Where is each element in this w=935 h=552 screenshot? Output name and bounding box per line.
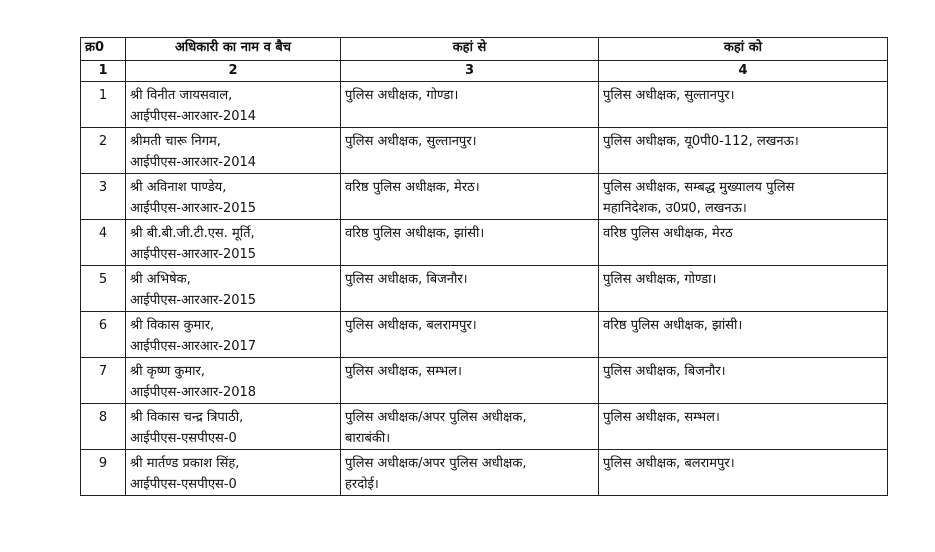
- officer-name-cell: [126, 404, 341, 450]
- officer-name-line: आईपीएस-आरआर-2015: [130, 293, 257, 308]
- table-row: [81, 82, 888, 128]
- from-post-line: बाराबंकी।: [345, 431, 391, 446]
- officer-name-line: आईपीएस-आरआर-2015: [130, 247, 257, 262]
- from-post-line: पुलिस अधीक्षक, बलरामपुर।: [345, 318, 477, 333]
- officer-name-cell: [126, 174, 341, 220]
- officer-name-cell: [126, 128, 341, 174]
- to-post-line: पुलिस अधीक्षक, सुल्तानपुर।: [603, 88, 735, 103]
- from-post-cell: [341, 128, 599, 174]
- officer-name-line: श्री कृष्ण कुमार,: [130, 364, 205, 379]
- serial-number: 1: [81, 82, 126, 128]
- column-number: 1: [81, 61, 126, 82]
- to-post-cell: [599, 450, 888, 496]
- to-post-line: पुलिस अधीक्षक, बलरामपुर।: [603, 456, 735, 471]
- table-row: [81, 312, 888, 358]
- from-post-line: पुलिस अधीक्षक/अपर पुलिस अधीक्षक,: [345, 456, 527, 471]
- officer-name-cell: [126, 220, 341, 266]
- officer-name-line: श्री मार्तण्ड प्रकाश सिंह,: [130, 456, 240, 471]
- to-post-line: पुलिस अधीक्षक, सम्भल।: [603, 410, 720, 425]
- to-post-line: पुलिस अधीक्षक, गोण्डा।: [603, 272, 717, 287]
- serial-number: 2: [81, 128, 126, 174]
- to-post-cell: [599, 82, 888, 128]
- serial-number: 5: [81, 266, 126, 312]
- officer-name-line: श्रीमती चारू निगम,: [130, 134, 221, 149]
- officer-name-line: आईपीएस-एसपीएस-0: [130, 431, 237, 446]
- serial-number: 3: [81, 174, 126, 220]
- from-post-cell: [341, 220, 599, 266]
- to-post-line: वरिष्ठ पुलिस अधीक्षक, मेरठ: [603, 226, 733, 241]
- from-post-cell: [341, 450, 599, 496]
- to-post-line: पुलिस अधीक्षक, बिजनौर।: [603, 364, 726, 379]
- to-post-cell: [599, 174, 888, 220]
- officer-name-line: आईपीएस-आरआर-2014: [130, 109, 257, 124]
- to-post-cell: [599, 266, 888, 312]
- table-row: [81, 128, 888, 174]
- officer-name-line: आईपीएस-आरआर-2014: [130, 155, 257, 170]
- to-post-line: वरिष्ठ पुलिस अधीक्षक, झांसी।: [603, 318, 743, 333]
- serial-number: 7: [81, 358, 126, 404]
- to-post-line: पुलिस अधीक्षक, यू0पी0-112, लखनऊ।: [603, 134, 799, 149]
- header-officer-name: अधिकारी का नाम व बैच: [126, 38, 341, 61]
- from-post-line: वरिष्ठ पुलिस अधीक्षक, मेरठ।: [345, 180, 480, 195]
- officer-name-line: श्री अविनाश पाण्डेय,: [130, 180, 227, 195]
- table-row: [81, 358, 888, 404]
- column-number: 3: [341, 61, 599, 82]
- officer-name-cell: [126, 312, 341, 358]
- from-post-line: हरदोई।: [345, 477, 379, 492]
- officer-name-cell: [126, 266, 341, 312]
- header-row: [81, 38, 888, 61]
- from-post-line: पुलिस अधीक्षक, गोण्डा।: [345, 88, 459, 103]
- officer-name-line: श्री विनीत जायसवाल,: [130, 88, 233, 103]
- officer-name-line: आईपीएस-एसपीएस-0: [130, 477, 237, 492]
- to-post-cell: [599, 312, 888, 358]
- from-post-cell: [341, 404, 599, 450]
- officer-name-line: श्री बी.बी.जी.टी.एस. मूर्ति,: [130, 226, 255, 241]
- officer-name-line: श्री अभिषेक,: [130, 272, 191, 287]
- from-post-line: वरिष्ठ पुलिस अधीक्षक, झांसी।: [345, 226, 485, 241]
- header-from: कहां से: [341, 38, 599, 61]
- from-post-cell: [341, 312, 599, 358]
- table-row: [81, 450, 888, 496]
- to-post-cell: [599, 220, 888, 266]
- serial-number: 8: [81, 404, 126, 450]
- from-post-cell: [341, 358, 599, 404]
- officer-name-line: आईपीएस-आरआर-2015: [130, 201, 257, 216]
- column-number: 2: [126, 61, 341, 82]
- table-row: [81, 266, 888, 312]
- to-post-cell: [599, 404, 888, 450]
- table-row: [81, 220, 888, 266]
- to-post-line: पुलिस अधीक्षक, सम्बद्ध मुख्यालय पुलिस: [603, 180, 795, 195]
- from-post-cell: [341, 174, 599, 220]
- document-sheet: [80, 37, 887, 496]
- officer-name-line: आईपीएस-आरआर-2017: [130, 339, 257, 354]
- serial-number: 9: [81, 450, 126, 496]
- table-row: [81, 404, 888, 450]
- to-post-line: महानिदेशक, उ0प्र0, लखनऊ।: [603, 201, 747, 216]
- serial-number: 6: [81, 312, 126, 358]
- from-post-line: पुलिस अधीक्षक/अपर पुलिस अधीक्षक,: [345, 410, 527, 425]
- to-post-cell: [599, 128, 888, 174]
- from-post-line: पुलिस अधीक्षक, बिजनौर।: [345, 272, 468, 287]
- officer-name-cell: [126, 82, 341, 128]
- officer-name-line: आईपीएस-आरआर-2018: [130, 385, 257, 400]
- table-row: [81, 174, 888, 220]
- header-to: कहां को: [599, 38, 888, 61]
- header-serial: क्र0: [81, 38, 126, 61]
- to-post-cell: [599, 358, 888, 404]
- officer-name-line: श्री विकास चन्द्र त्रिपाठी,: [130, 410, 244, 425]
- officer-name-cell: [126, 358, 341, 404]
- table-body: [81, 82, 888, 496]
- from-post-line: पुलिस अधीक्षक, सुल्तानपुर।: [345, 134, 477, 149]
- from-post-cell: [341, 266, 599, 312]
- from-post-line: पुलिस अधीक्षक, सम्भल।: [345, 364, 462, 379]
- column-number: 4: [599, 61, 888, 82]
- officer-name-cell: [126, 450, 341, 496]
- officer-name-line: श्री विकास कुमार,: [130, 318, 215, 333]
- transfer-table: [80, 37, 888, 496]
- column-number-row: [81, 61, 888, 82]
- serial-number: 4: [81, 220, 126, 266]
- from-post-cell: [341, 82, 599, 128]
